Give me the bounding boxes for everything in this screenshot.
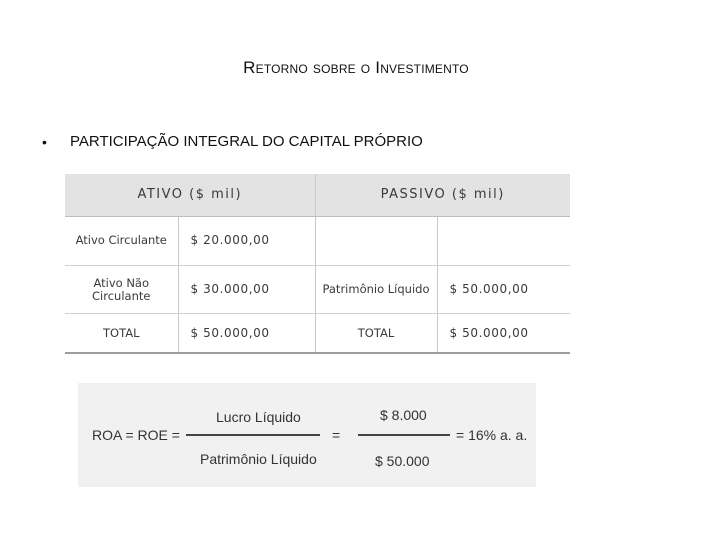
passivo-total-value: $ 50.000,00 [437,314,570,353]
ativo-total-label: TOTAL [65,314,178,353]
bullet-text: PARTICIPAÇÃO INTEGRAL DO CAPITAL PRÓPRIO [70,133,423,150]
balance-sheet-table [65,174,570,354]
header-ativo: ATIVO ($ mil) [65,174,315,216]
formula-lhs: ROA = ROE = [92,427,180,443]
ativo-value: $ 20.000,00 [178,216,315,265]
bullet-item [42,133,423,150]
table-row [65,216,570,265]
passivo-total-label: TOTAL [315,314,437,353]
page-title: Retorno sobre o Investimento [243,58,469,77]
formula-equals: = [332,427,341,443]
ativo-value: $ 30.000,00 [178,265,315,314]
roa-roe-formula [78,383,536,487]
ativo-label: Ativo Circulante [65,216,178,265]
value-fraction-bar [358,434,450,436]
formula-denominator: Patrimônio Líquido [200,451,317,467]
formula-result: = 16% a. a. [456,427,528,443]
value-denominator: $ 50.000 [375,453,430,469]
formula-numerator: Lucro Líquido [216,409,301,425]
fraction-bar [186,434,320,436]
ativo-label: Ativo Não Circulante [65,265,178,314]
value-numerator: $ 8.000 [380,407,427,423]
header-passivo: PASSIVO ($ mil) [315,174,570,216]
ativo-total-value: $ 50.000,00 [178,314,315,353]
table-row-total [65,314,570,353]
passivo-label [315,216,437,265]
passivo-value [437,216,570,265]
bullet-icon: • [42,133,47,150]
table-row [65,265,570,314]
passivo-label: Patrimônio Líquido [315,265,437,314]
passivo-value: $ 50.000,00 [437,265,570,314]
table-header-row [65,174,570,216]
